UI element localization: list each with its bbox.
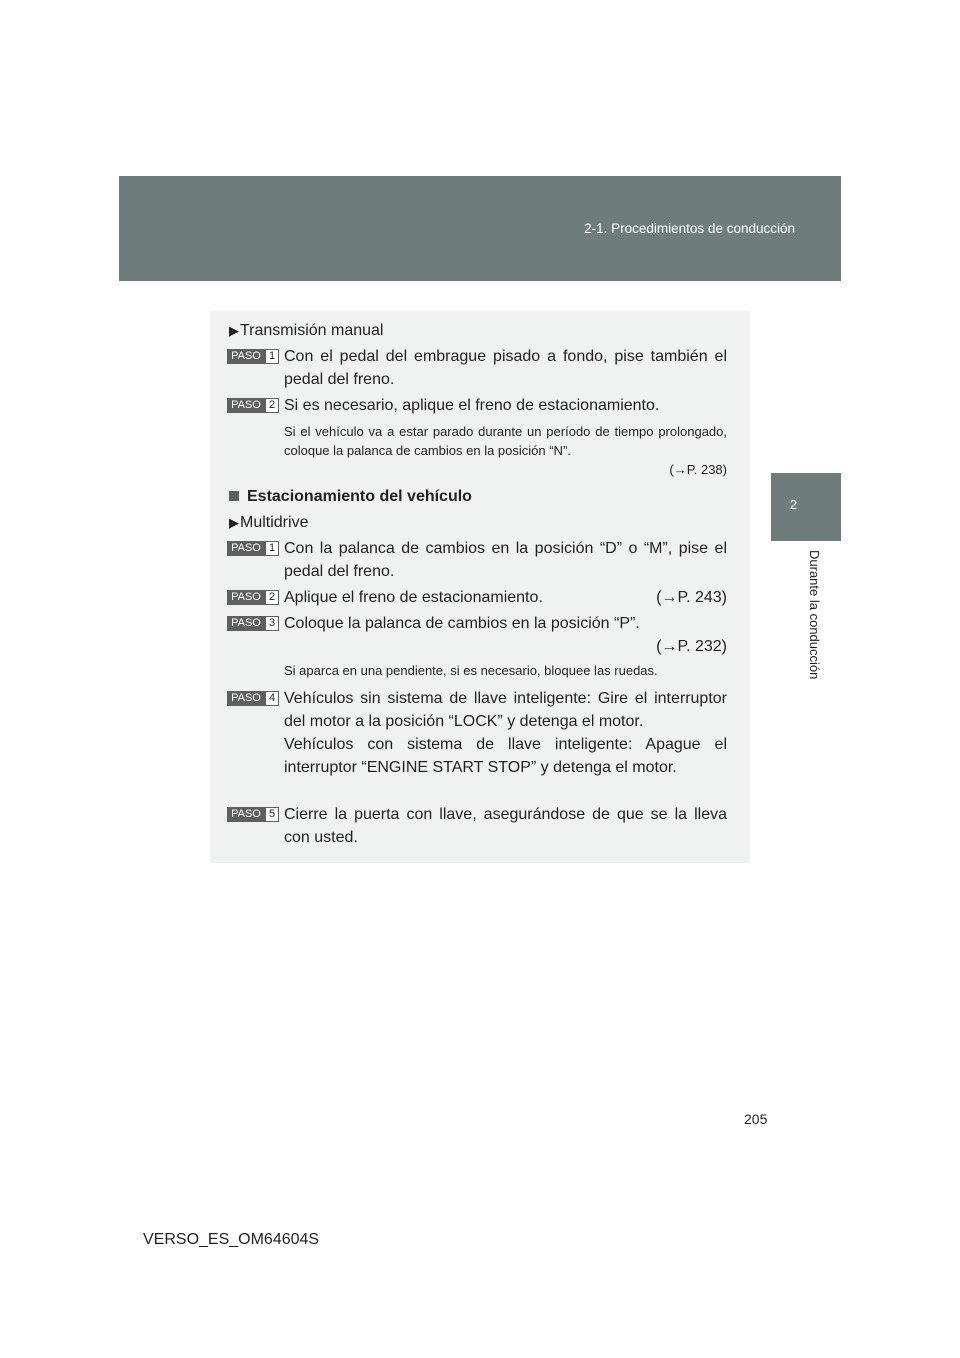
step-badge: PASO 5: [227, 807, 279, 822]
parking-heading: Estacionamiento del vehículo: [229, 485, 472, 509]
chapter-label: Durante la conducción: [807, 550, 822, 680]
step-badge: PASO 1: [227, 541, 279, 556]
multi-step-4: PASO 4 Vehículos sin sistema de llave inteligente: Gire el interruptor del motor a la posición “LOCK” y detenga el motor. Vehículos con sistema de llave inteligente: Apague el interruptor “ENGINE START STOP” y detenga el motor.: [227, 687, 727, 779]
manual-step-2: PASO 2 Si es necesario, aplique el freno de estacionamiento.: [227, 394, 727, 417]
manual-heading: ▶Transmisión manual: [229, 322, 384, 339]
chapter-tab: [771, 473, 841, 541]
triangle-right-icon: ▶: [229, 323, 239, 338]
step-badge: PASO 2: [227, 398, 279, 413]
page-reference: (→P. 243): [656, 589, 727, 606]
manual-step-1: PASO 1 Con el pedal del embrague pisado a fondo, pise también el pedal del freno.: [227, 345, 727, 391]
step-badge: PASO 4: [227, 691, 279, 706]
triangle-right-icon: ▶: [229, 515, 239, 530]
page-number: 205: [744, 1111, 768, 1127]
multi-step-2: PASO 2 (→P. 243) Aplique el freno de estacionamiento.: [227, 586, 727, 609]
multi-step-5: PASO 5 Cierre la puerta con llave, asegurándose de que se la lleva con usted.: [227, 803, 727, 849]
content-box: [210, 311, 750, 863]
step-badge: PASO 3: [227, 616, 279, 631]
document-code: VERSO_ES_OM64604S: [143, 1231, 320, 1248]
manual-note: Si el vehículo va a estar parado durante un período de tiempo prolongado, coloque la palanca de cambios en la posición “N”. (→P. 238): [284, 424, 727, 477]
step-badge: PASO 1: [227, 349, 279, 364]
step-badge: PASO 2: [227, 590, 279, 605]
page-reference: (→P. 238): [669, 462, 727, 477]
multidrive-heading: ▶Multidrive: [229, 514, 309, 531]
page-reference: (→P. 232): [656, 638, 727, 655]
chapter-number: 2: [789, 497, 798, 512]
multi-step-1: PASO 1 Con la palanca de cambios en la posición “D” o “M”, pise el pedal del freno.: [227, 537, 727, 583]
multi-note: Si aparca en una pendiente, si es necesario, bloquee las ruedas.: [284, 663, 658, 678]
square-bullet-icon: [229, 491, 239, 501]
header-band: [119, 176, 841, 281]
section-title: 2-1. Procedimientos de conducción: [584, 221, 795, 236]
multi-step-3: PASO 3 Coloque la palanca de cambios en la posición “P”. (→P. 232): [227, 612, 727, 658]
